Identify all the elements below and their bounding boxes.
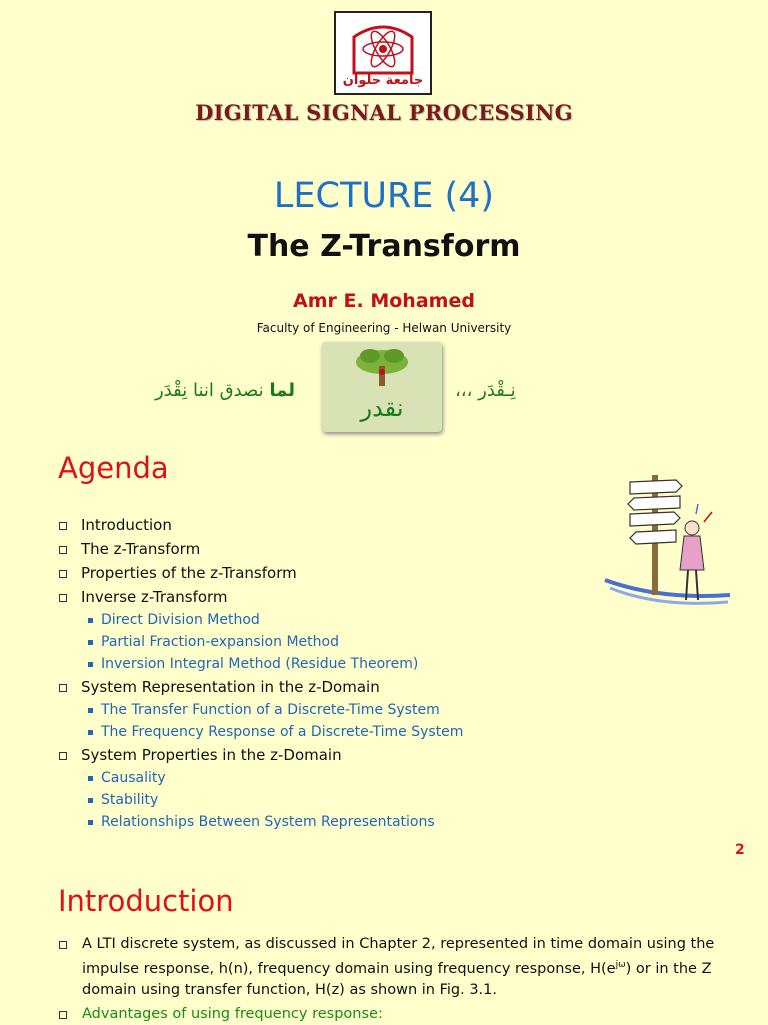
agenda-item-label: Inversion Integral Method (Residue Theorem) xyxy=(101,656,419,672)
agenda-title: Agenda xyxy=(58,451,169,485)
motto-badge xyxy=(322,342,442,432)
motto-right: نِـقْدَر ،،، xyxy=(455,380,516,401)
signpost-clipart xyxy=(600,470,740,630)
agenda-subitem xyxy=(58,632,598,654)
agenda-item-label: Stability xyxy=(101,792,159,808)
lecture-topic: The Z-Transform xyxy=(247,229,521,264)
square-bullet-icon xyxy=(59,522,67,530)
motto-left xyxy=(155,380,295,401)
square-bullet-icon xyxy=(59,570,67,578)
agenda-item xyxy=(58,744,598,768)
agenda-subitem xyxy=(58,722,598,744)
square-bullet-icon xyxy=(59,1011,67,1019)
lecture-number: LECTURE (4) xyxy=(273,176,495,216)
agenda-item xyxy=(58,538,598,562)
university-logo xyxy=(334,11,432,95)
agenda-item-label: System Properties in the z-Domain xyxy=(81,746,342,764)
square-bullet-icon xyxy=(88,662,93,667)
square-bullet-icon xyxy=(88,730,93,735)
square-bullet-icon xyxy=(88,820,93,825)
agenda-subitem xyxy=(58,790,598,812)
badge-text: نقدر xyxy=(360,394,404,422)
agenda-subitem xyxy=(58,768,598,790)
agenda-item-label: Direct Division Method xyxy=(101,612,260,628)
square-bullet-icon xyxy=(88,618,93,623)
agenda-item-label: Inverse z-Transform xyxy=(81,588,228,606)
introduction-body xyxy=(58,934,718,1025)
intro-superscript: jω xyxy=(615,960,626,970)
agenda-subitem xyxy=(58,654,598,676)
signpost-icon xyxy=(600,470,740,630)
intro-paragraph xyxy=(58,934,718,1001)
page-number: 2 xyxy=(735,842,745,858)
agenda-item-label: Relationships Between System Representations xyxy=(101,814,435,830)
intro-text-part2: ) or in the Z domain using transfer function, H(z) as shown in Fig. 3.1. xyxy=(82,960,712,998)
introduction-title: Introduction xyxy=(58,884,234,918)
motto-left-bold: لما xyxy=(269,380,295,401)
advantages-heading xyxy=(58,1004,718,1025)
square-bullet-icon xyxy=(88,708,93,713)
agenda-item xyxy=(58,514,598,538)
square-bullet-icon xyxy=(88,776,93,781)
agenda-subitem xyxy=(58,610,598,632)
agenda-item-label: Causality xyxy=(101,770,166,786)
square-bullet-icon xyxy=(59,684,67,692)
agenda-list xyxy=(58,514,598,834)
square-bullet-icon xyxy=(59,941,67,949)
agenda-subitem xyxy=(58,700,598,722)
agenda-item xyxy=(58,562,598,586)
agenda-item-label: Introduction xyxy=(81,516,172,534)
agenda-item-label: Properties of the z-Transform xyxy=(81,564,297,582)
agenda-item-label: Partial Fraction-expansion Method xyxy=(101,634,339,650)
author-affiliation: Faculty of Engineering - Helwan University xyxy=(256,321,512,335)
agenda-item-label: The Frequency Response of a Discrete-Time System xyxy=(101,724,464,740)
agenda-item-label: System Representation in the z-Domain xyxy=(81,678,380,696)
advantages-text: Advantages of using frequency response: xyxy=(82,1005,383,1022)
motto-left-rest: نصدق اننا نِقْدَر xyxy=(155,380,270,401)
intro-text-part1: A LTI discrete system, as discussed in Chapter 2, represented in time domain using the impulse response, h(n), frequency domain using frequency response, H(e xyxy=(82,936,715,977)
agenda-item-label: The z-Transform xyxy=(81,540,201,558)
agenda-subitem xyxy=(58,812,598,834)
author-name: Amr E. Mohamed xyxy=(293,290,475,312)
course-title: DIGITAL SIGNAL PROCESSING xyxy=(195,100,573,125)
logo-text: جامعة حلوان xyxy=(342,73,424,88)
square-bullet-icon xyxy=(59,546,67,554)
agenda-item-label: The Transfer Function of a Discrete-Time System xyxy=(101,702,440,718)
square-bullet-icon xyxy=(88,798,93,803)
agenda-item xyxy=(58,676,598,700)
agenda-item xyxy=(58,586,598,610)
square-bullet-icon xyxy=(59,594,67,602)
square-bullet-icon xyxy=(88,640,93,645)
square-bullet-icon xyxy=(59,752,67,760)
